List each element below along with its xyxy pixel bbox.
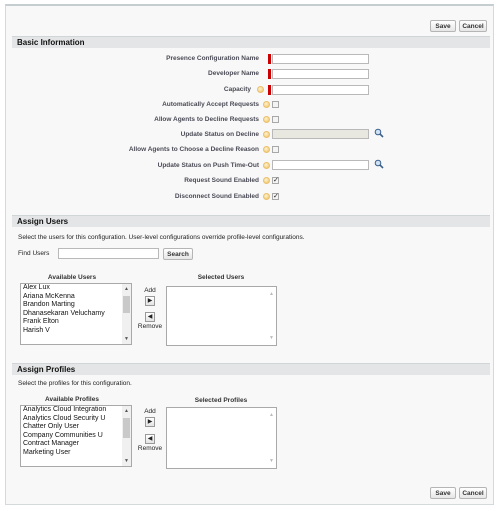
list-item[interactable]: Analytics Cloud Security U [23,414,106,422]
info-bubble-icon[interactable] [263,193,270,200]
status-push-label: Update Status on Push Time-Out [157,162,259,169]
list-item[interactable]: Harish V [23,326,50,334]
choose-reason-checkbox[interactable] [272,146,279,153]
status-decline-label: Update Status on Decline [180,131,259,138]
developer-name-input[interactable] [272,69,369,79]
required-indicator [268,54,271,64]
assign-profiles-description: Select the profiles for this configuration. [18,380,132,387]
scrollbar-thumb[interactable] [123,418,130,438]
selected-users-list[interactable] [166,286,277,346]
scroll-up-icon[interactable]: ▲ [124,408,129,414]
list-item[interactable]: Analytics Cloud Integration [23,406,107,413]
selected-users-label: Selected Users [197,274,245,281]
capacity-input[interactable] [272,85,369,95]
scroll-down-icon[interactable]: ▼ [269,458,274,464]
status-decline-input [272,129,369,139]
scroll-down-icon[interactable]: ▼ [124,336,129,342]
find-users-label: Find Users [18,250,50,257]
scrollbar-thumb[interactable] [123,296,130,313]
request-sound-label: Request Sound Enabled [184,177,259,184]
required-indicator [268,85,271,95]
list-item[interactable]: Frank Elton [23,318,59,325]
scroll-down-icon[interactable]: ▼ [269,335,274,341]
disconnect-sound-checkbox[interactable]: ✓ [273,193,279,200]
scrollbar[interactable] [122,406,131,466]
disconnect-sound-label: Disconnect Sound Enabled [174,193,259,200]
assign-users-header: Assign Users [12,215,490,227]
save-button-bottom[interactable]: Save [430,487,456,499]
scroll-up-icon[interactable]: ▲ [269,412,274,418]
scrollbar[interactable] [122,284,131,344]
find-users-input[interactable] [58,248,159,259]
add-label: Add [144,287,156,294]
request-sound-checkbox[interactable]: ✓ [273,177,279,184]
basic-information-header: Basic Information [12,36,490,48]
scrollbar[interactable] [267,287,276,345]
choose-reason-label: Allow Agents to Choose a Decline Reason [128,146,259,153]
selected-profiles-list[interactable] [166,407,277,469]
assign-profiles-header: Assign Profiles [12,363,490,375]
available-profiles-list[interactable] [20,405,132,467]
auto-accept-label: Automatically Accept Requests [162,101,259,108]
scrollbar[interactable] [267,408,276,468]
selected-profiles-label: Selected Profiles [194,397,248,404]
scroll-up-icon[interactable]: ▲ [124,286,129,292]
info-bubble-icon[interactable] [263,116,270,123]
info-bubble-icon[interactable] [263,146,270,153]
available-profiles-label: Available Profiles [45,396,99,403]
remove-user-button[interactable]: ◀ [145,312,155,322]
info-bubble-icon[interactable] [263,177,270,184]
presence-name-input[interactable] [272,54,369,64]
list-item[interactable]: Brandon Marting [23,301,75,308]
add-user-button[interactable]: ▶ [145,296,155,306]
info-bubble-icon[interactable] [263,162,270,169]
required-indicator [268,69,271,79]
remove-label: Remove [137,445,163,452]
list-item[interactable]: Company Communities U [23,431,103,439]
cancel-button-top[interactable]: Cancel [459,20,487,32]
search-button[interactable]: Search [163,248,193,260]
info-bubble-icon[interactable] [263,131,270,138]
list-item[interactable]: Contract Manager [23,440,80,447]
developer-name-label: Developer Name [208,70,259,77]
magnifier-lookup-icon[interactable] [374,128,384,138]
add-label: Add [144,408,156,415]
remove-profile-button[interactable]: ◀ [145,434,155,444]
add-profile-button[interactable]: ▶ [145,417,155,427]
magnifier-lookup-icon[interactable] [374,159,384,169]
list-item[interactable]: Chatter Only User [23,423,80,430]
scroll-up-icon[interactable]: ▲ [269,291,274,297]
cancel-button-bottom[interactable]: Cancel [459,487,487,499]
remove-label: Remove [137,323,163,330]
allow-decline-checkbox[interactable] [272,116,279,123]
allow-decline-label: Allow Agents to Decline Requests [154,116,259,123]
info-bubble-icon[interactable] [257,86,264,93]
list-item[interactable]: Dhanasekaran Veluchamy [23,309,105,317]
capacity-label: Capacity [223,86,251,93]
presence-configuration-page [5,4,494,505]
auto-accept-checkbox[interactable] [272,101,279,108]
assign-users-description: Select the users for this configuration. User-level configurations override profile-level configurations. [18,234,305,241]
save-button-top[interactable]: Save [430,20,456,32]
list-item[interactable]: Ariana McKenna [23,292,75,300]
available-users-label: Available Users [47,274,97,281]
available-users-list[interactable] [20,283,132,345]
list-item[interactable]: Alex Lux [23,284,50,291]
presence-name-label: Presence Configuration Name [166,55,259,62]
info-bubble-icon[interactable] [263,101,270,108]
list-item[interactable]: Marketing User [23,448,71,456]
scroll-down-icon[interactable]: ▼ [124,458,129,464]
status-push-input[interactable] [272,160,369,170]
